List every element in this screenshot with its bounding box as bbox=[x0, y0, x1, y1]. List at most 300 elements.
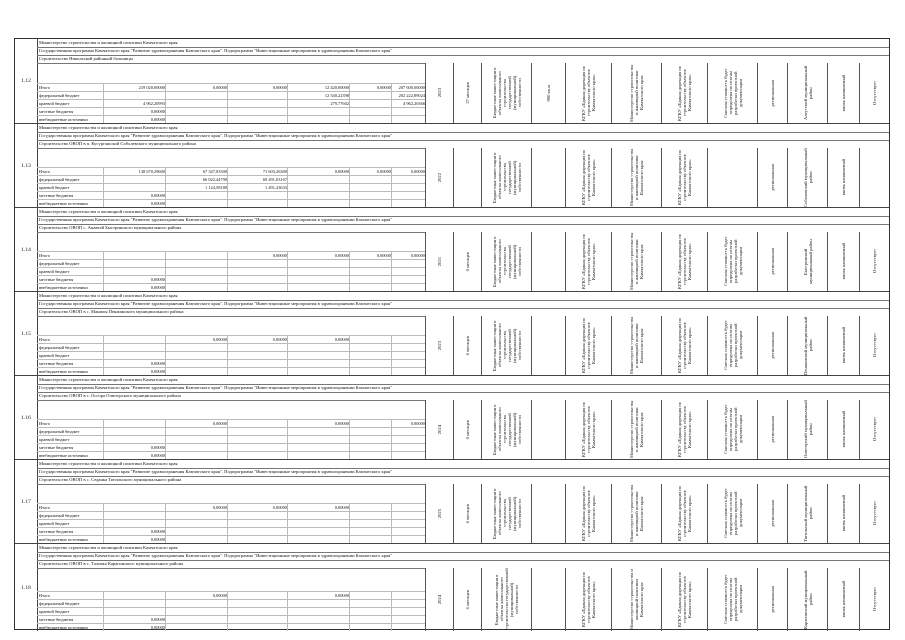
amount-cell: 67 347,03300 bbox=[202, 169, 227, 174]
financing-row bbox=[37, 359, 425, 367]
ministry-line: Министерство строительства и жилищной политики Камчатского края bbox=[37, 208, 889, 217]
program-line: Государственная программа Камчатского края "Развитие здравоохранения Камчатского края". Подпрограмма "Инвестиционные мероприятия в здравоохранении Камчатского края" bbox=[37, 132, 889, 141]
level-cell bbox=[827, 484, 859, 543]
gov-cell bbox=[611, 232, 661, 291]
period-cell bbox=[453, 484, 481, 543]
dev-cell bbox=[661, 400, 707, 459]
financing-row bbox=[37, 451, 425, 459]
cost-cell bbox=[707, 484, 757, 543]
type-cell bbox=[481, 148, 531, 207]
type-cell bbox=[481, 63, 531, 123]
gov-text: Министерство строительства и жилищной политики Камчатского края bbox=[629, 316, 644, 375]
period-cell bbox=[453, 148, 481, 207]
column-divider bbox=[287, 503, 288, 543]
status-text: региональная bbox=[770, 248, 775, 275]
program-line: Государственная программа Камчатского края "Развитие здравоохранения Камчатского края". Подпрограмма "Инвестиционные мероприятия в здравоохранении Камчатского края" bbox=[37, 300, 889, 309]
cost-cell bbox=[707, 316, 757, 375]
gov-cell bbox=[611, 484, 661, 543]
financing-block bbox=[37, 503, 425, 543]
gov-cell bbox=[611, 400, 661, 459]
period-text: 6 месяцев bbox=[465, 419, 470, 440]
customer-cell bbox=[565, 316, 611, 375]
customer-text: КГКУ «Единая дирекция по строительству объектов Камчатского края» bbox=[581, 65, 596, 121]
status-cell bbox=[757, 484, 787, 543]
gov-cell bbox=[611, 316, 661, 375]
financing-row bbox=[37, 91, 425, 99]
row-number: 1.12 bbox=[15, 39, 38, 123]
financing-row bbox=[37, 591, 425, 599]
financing-row bbox=[37, 115, 425, 123]
object-line: Строительство ОВОП в с. Таловка Карагинского муниципального района bbox=[37, 560, 425, 569]
ministry-line: Министерство строительства и жилищной политики Камчатского края bbox=[37, 124, 889, 133]
funding-source-label: федеральный бюджет bbox=[39, 261, 80, 266]
financing-block bbox=[37, 83, 425, 123]
amount-cell: 66 022,44790 bbox=[202, 177, 227, 182]
column-divider bbox=[349, 335, 350, 375]
customer-cell bbox=[565, 400, 611, 459]
customer-cell bbox=[565, 232, 611, 291]
amount-cell: 0,00000 bbox=[150, 285, 165, 290]
period-cell bbox=[453, 568, 481, 631]
funding-source-label: местные бюджеты bbox=[39, 277, 74, 282]
location-text: Олюторский муниципальный район bbox=[802, 400, 813, 459]
funding-source-label: краевой бюджет bbox=[39, 521, 70, 526]
location-cell bbox=[787, 568, 827, 631]
location-text: Тигильский муниципальный район bbox=[802, 485, 813, 542]
cost-cell bbox=[707, 148, 757, 207]
column-divider bbox=[103, 419, 104, 459]
amount-cell: 0,00000 bbox=[150, 453, 165, 458]
object-line: Строительство Никольской районной больницы bbox=[37, 55, 425, 64]
funding-source-label: внебюджетные источники bbox=[39, 537, 88, 542]
year-text: 2021 bbox=[437, 256, 442, 267]
financing-row bbox=[37, 83, 425, 91]
column-divider bbox=[391, 503, 392, 543]
amount-cell: 1 491,23633 bbox=[265, 185, 287, 190]
capacity-cell bbox=[531, 400, 565, 459]
funding-source-label: Итого bbox=[39, 337, 51, 342]
funding-source-label: краевой бюджет bbox=[39, 353, 70, 358]
cost-text: Сметная стоимость будет определена по итогам разработки проектной документации bbox=[722, 236, 743, 287]
amount-cell: 0,00000 bbox=[334, 337, 349, 342]
status-text: региональная bbox=[770, 332, 775, 359]
financing-row bbox=[37, 503, 425, 511]
amount-cell: 0,00000 bbox=[150, 361, 165, 366]
type-text: Бюджетные инвестиции в объекты капитального строительства государственной (муниципальной) собственности bbox=[491, 404, 522, 455]
column-divider bbox=[391, 251, 392, 291]
dev-text: КГКУ «Единая дирекция по строительству объектов Камчатского края» bbox=[677, 571, 692, 628]
amount-cell: 0,00000 bbox=[376, 169, 391, 174]
amount-cell: 0,00000 bbox=[334, 169, 349, 174]
amount-cell: 0,00000 bbox=[150, 109, 165, 114]
amount-cell: 0,00000 bbox=[150, 117, 165, 122]
status-text: региональная bbox=[770, 586, 775, 613]
financing-row bbox=[37, 335, 425, 343]
column-divider bbox=[391, 335, 392, 375]
financing-row bbox=[37, 199, 425, 207]
row-number: 1.13 bbox=[15, 124, 38, 207]
funding-source-label: федеральный бюджет bbox=[39, 93, 80, 98]
capacity-cell bbox=[531, 568, 565, 631]
cost-text: Сметная стоимость будет определена по итогам разработки проектной документации bbox=[722, 68, 743, 118]
amount-cell: 0,00000 bbox=[272, 85, 287, 90]
ministry-line: Министерство строительства и жилищной политики Камчатского края bbox=[37, 460, 889, 469]
row-number: 1.17 bbox=[15, 460, 38, 543]
gov-text: Министерство строительства и жилищной политики Камчатского края bbox=[629, 64, 644, 122]
gov-cell bbox=[611, 63, 661, 123]
funding-source-label: внебюджетные источники bbox=[39, 117, 88, 122]
object-line: Строительство ОВОП в с. Манилы Пенжинского муниципального района bbox=[37, 308, 425, 317]
column-divider bbox=[349, 167, 350, 207]
type-text: Бюджетные инвестиции в объекты капитального строительства государственной (муниципальной) собственности bbox=[491, 67, 522, 119]
table-row bbox=[15, 375, 889, 459]
type-cell bbox=[481, 316, 531, 375]
funding-source-label: федеральный бюджет bbox=[39, 345, 80, 350]
financing-block bbox=[37, 335, 425, 375]
type-text: Бюджетные инвестиции в объекты капитального строительства государственной (муниципальной) собственности bbox=[491, 488, 522, 539]
financing-row bbox=[37, 251, 425, 259]
column-divider bbox=[287, 167, 288, 207]
amount-cell: 202 222,89024 bbox=[398, 93, 425, 98]
level-text: вновь начинаемый bbox=[841, 159, 846, 196]
funding-source-label: местные бюджеты bbox=[39, 445, 74, 450]
funding-source-label: внебюджетные источники bbox=[39, 625, 88, 630]
financing-row bbox=[37, 167, 425, 175]
amount-cell: 0,00000 bbox=[272, 253, 287, 258]
object-line: Строительство ОВОП в п. Кусургашской Соболевского муниципального района bbox=[37, 140, 425, 149]
column-divider bbox=[103, 503, 104, 543]
column-divider bbox=[287, 83, 288, 123]
dev-text: КГКУ «Единая дирекция по строительству объектов Камчатского края» bbox=[677, 149, 692, 206]
amount-cell: 0,00000 bbox=[212, 421, 227, 426]
year-cell bbox=[425, 232, 453, 291]
status-cell bbox=[757, 148, 787, 207]
financing-block bbox=[37, 167, 425, 207]
cost-text: Сметная стоимость будет определена по итогам разработки проектной документации bbox=[722, 574, 743, 625]
level-cell bbox=[827, 400, 859, 459]
column-divider bbox=[227, 419, 228, 459]
funding-source-label: федеральный бюджет bbox=[39, 177, 80, 182]
funding-source-label: краевой бюджет bbox=[39, 437, 70, 442]
funding-source-label: местные бюджеты bbox=[39, 193, 74, 198]
status-text: региональная bbox=[770, 500, 775, 527]
amount-cell: 0,00000 bbox=[212, 85, 227, 90]
amount-cell: 0,00000 bbox=[150, 529, 165, 534]
program-line: Государственная программа Камчатского края "Развитие здравоохранения Камчатского края". Подпрограмма "Инвестиционные мероприятия в здравоохранении Камчатского края" bbox=[37, 47, 889, 56]
amount-cell: 0,00000 bbox=[150, 445, 165, 450]
type-cell bbox=[481, 484, 531, 543]
financing-row bbox=[37, 259, 425, 267]
level-text: вновь начинаемый bbox=[841, 495, 846, 532]
funding-source-label: краевой бюджет bbox=[39, 101, 70, 106]
column-divider bbox=[103, 591, 104, 631]
note-text: Отсутствует bbox=[872, 80, 877, 106]
column-divider bbox=[103, 251, 104, 291]
dev-text: КГКУ «Единая дирекция по строительству объектов Камчатского края» bbox=[677, 65, 692, 121]
program-line: Государственная программа Камчатского края "Развитие здравоохранения Камчатского края". Подпрограмма "Инвестиционные мероприятия в здравоохранении Камчатского края" bbox=[37, 552, 889, 561]
column-divider bbox=[349, 251, 350, 291]
gov-cell bbox=[611, 148, 661, 207]
capacity-text: 900 кв.м bbox=[546, 84, 551, 102]
status-cell bbox=[757, 232, 787, 291]
year-cell bbox=[425, 484, 453, 543]
note-cell bbox=[859, 568, 889, 631]
type-cell bbox=[481, 568, 531, 631]
cost-text: Сметная стоимость будет определена по итогам разработки проектной документации bbox=[722, 488, 743, 539]
type-text: Бюджетные инвестиции в объекты капитального строительства государственной (муниципальной) собственности bbox=[491, 320, 522, 371]
amount-cell: 0,00000 bbox=[334, 421, 349, 426]
amount-cell: 4 962,20993 bbox=[143, 101, 165, 106]
note-cell bbox=[859, 232, 889, 291]
customer-text: КГКУ «Единая дирекция по строительству объектов Камчатского края» bbox=[581, 233, 596, 290]
status-text: региональная bbox=[770, 164, 775, 191]
customer-text: КГКУ «Единая дирекция по строительству объектов Камчатского края» bbox=[581, 401, 596, 458]
amount-cell: 0,00000 bbox=[410, 253, 425, 258]
financing-row bbox=[37, 367, 425, 375]
table-row bbox=[15, 39, 889, 123]
note-text: Отсутствует bbox=[872, 417, 877, 442]
column-divider bbox=[227, 335, 228, 375]
customer-text: КГКУ «Единая дирекция по строительству объектов Камчатского края» bbox=[581, 485, 596, 542]
level-text: вновь начинаемый bbox=[841, 74, 846, 112]
financing-row bbox=[37, 351, 425, 359]
object-line: Строительство ОВОП с. Анавгай Быстринского муниципального района bbox=[37, 224, 425, 233]
period-text: 27 месяцев bbox=[465, 82, 470, 104]
status-cell bbox=[757, 400, 787, 459]
funding-source-label: федеральный бюджет bbox=[39, 601, 80, 606]
financing-row bbox=[37, 427, 425, 435]
column-divider bbox=[103, 83, 104, 123]
funding-source-label: внебюджетные источники bbox=[39, 201, 88, 206]
note-cell bbox=[859, 316, 889, 375]
note-cell bbox=[859, 63, 889, 123]
program-line: Государственная программа Камчатского края "Развитие здравоохранения Камчатского края". Подпрограмма "Инвестиционные мероприятия в здравоохранении Камчатского края" bbox=[37, 216, 889, 225]
amount-cell: 0,00000 bbox=[150, 537, 165, 542]
location-text: Соболевский муниципальный район bbox=[802, 148, 813, 207]
financing-row bbox=[37, 419, 425, 427]
status-cell bbox=[757, 63, 787, 123]
financing-row bbox=[37, 435, 425, 443]
amount-cell: 0,00000 bbox=[334, 593, 349, 598]
row-number: 1.18 bbox=[15, 544, 38, 631]
level-text: вновь начинаемый bbox=[841, 327, 846, 364]
dev-cell bbox=[661, 148, 707, 207]
period-text: 6 месяцев bbox=[465, 503, 470, 524]
dev-text: КГКУ «Единая дирекция по строительству объектов Камчатского края» bbox=[677, 233, 692, 290]
location-text: Быстринский муниципальный район bbox=[802, 239, 813, 284]
type-text: Бюджетные инвестиции в объекты капитального строительства государственной (муниципальной) собственности bbox=[494, 568, 519, 631]
ministry-line: Министерство строительства и жилищной политики Камчатского края bbox=[37, 39, 889, 48]
amount-cell: 0,00000 bbox=[376, 85, 391, 90]
column-divider bbox=[349, 503, 350, 543]
capacity-cell bbox=[531, 484, 565, 543]
table-row bbox=[15, 543, 889, 631]
financing-row bbox=[37, 535, 425, 543]
financing-row bbox=[37, 443, 425, 451]
column-divider bbox=[227, 167, 228, 207]
funding-source-label: краевой бюджет bbox=[39, 609, 70, 614]
amount-cell: 71 603,26300 bbox=[262, 169, 287, 174]
amount-cell: 1 124,58180 bbox=[205, 185, 227, 190]
amount-cell: 0,00000 bbox=[334, 505, 349, 510]
ministry-line: Министерство строительства и жилищной политики Камчатского края bbox=[37, 292, 889, 301]
column-divider bbox=[391, 419, 392, 459]
financing-row bbox=[37, 623, 425, 631]
dev-text: КГКУ «Единая дирекция по строительству объектов Камчатского края» bbox=[677, 401, 692, 458]
note-text: Отсутствует bbox=[872, 501, 877, 526]
location-text: Карагинский муниципальный район bbox=[802, 570, 813, 629]
dev-cell bbox=[661, 484, 707, 543]
year-cell bbox=[425, 148, 453, 207]
column-divider bbox=[165, 419, 166, 459]
column-divider bbox=[227, 83, 228, 123]
object-line: Строительство ОВОП в с. Оссора Олюторского муниципального района bbox=[37, 392, 425, 401]
column-divider bbox=[349, 419, 350, 459]
amount-cell: 69 491,03167 bbox=[262, 177, 287, 182]
amount-cell: 12 540,22398 bbox=[324, 93, 349, 98]
financing-row bbox=[37, 527, 425, 535]
amount-cell: 0,00000 bbox=[376, 253, 391, 258]
amount-cell: 0,00000 bbox=[150, 277, 165, 282]
dev-cell bbox=[661, 232, 707, 291]
dev-text: КГКУ «Единая дирекция по строительству объектов Камчатского края» bbox=[677, 317, 692, 374]
customer-cell bbox=[565, 568, 611, 631]
financing-row bbox=[37, 511, 425, 519]
column-divider bbox=[165, 251, 166, 291]
year-text: 2023 bbox=[437, 340, 442, 351]
column-divider bbox=[287, 419, 288, 459]
table-row bbox=[15, 207, 889, 291]
funding-source-label: Итого bbox=[39, 593, 51, 598]
column-divider bbox=[391, 167, 392, 207]
financing-row bbox=[37, 343, 425, 351]
amount-cell: 0,00000 bbox=[150, 193, 165, 198]
funding-source-label: Итого bbox=[39, 421, 51, 426]
status-text: региональная bbox=[770, 79, 775, 107]
column-divider bbox=[391, 83, 392, 123]
column-divider bbox=[165, 167, 166, 207]
table-row bbox=[15, 291, 889, 375]
customer-text: КГКУ «Единая дирекция по строительству объектов Камчатского края» bbox=[581, 149, 596, 206]
financing-row bbox=[37, 275, 425, 283]
column-divider bbox=[349, 591, 350, 631]
column-divider bbox=[287, 335, 288, 375]
column-divider bbox=[287, 251, 288, 291]
status-cell bbox=[757, 568, 787, 631]
funding-source-label: Итого bbox=[39, 85, 51, 90]
level-text: вновь начинаемый bbox=[841, 411, 846, 448]
financing-row bbox=[37, 519, 425, 527]
financing-block bbox=[37, 419, 425, 459]
table-row bbox=[15, 459, 889, 543]
status-cell bbox=[757, 316, 787, 375]
location-cell bbox=[787, 63, 827, 123]
row-number: 1.15 bbox=[15, 292, 38, 375]
column-divider bbox=[227, 503, 228, 543]
customer-text: КГКУ «Единая дирекция по строительству объектов Камчатского края» bbox=[581, 571, 596, 628]
period-cell bbox=[453, 400, 481, 459]
amount-cell: 0,00000 bbox=[334, 253, 349, 258]
customer-cell bbox=[565, 148, 611, 207]
dev-cell bbox=[661, 316, 707, 375]
cost-cell bbox=[707, 63, 757, 123]
amount-cell: 0,00000 bbox=[272, 505, 287, 510]
capacity-cell bbox=[531, 316, 565, 375]
funding-source-label: Итого bbox=[39, 253, 51, 258]
level-cell bbox=[827, 568, 859, 631]
year-cell bbox=[425, 400, 453, 459]
amount-cell: 219 020,00000 bbox=[138, 85, 165, 90]
capacity-cell bbox=[531, 148, 565, 207]
period-cell bbox=[453, 63, 481, 123]
cost-cell bbox=[707, 232, 757, 291]
cost-text: Сметная стоимость будет определена по итогам разработки проектной документации bbox=[722, 320, 743, 371]
dev-cell bbox=[661, 63, 707, 123]
column-divider bbox=[165, 335, 166, 375]
financing-row bbox=[37, 107, 425, 115]
amount-cell: 0,00000 bbox=[212, 593, 227, 598]
column-divider bbox=[165, 591, 166, 631]
amount-cell: 12 420,00000 bbox=[324, 85, 349, 90]
year-cell bbox=[425, 568, 453, 631]
type-cell bbox=[481, 400, 531, 459]
funding-source-label: Итого bbox=[39, 169, 51, 174]
amount-cell: 0,00000 bbox=[212, 505, 227, 510]
location-cell bbox=[787, 316, 827, 375]
year-text: 2024 bbox=[437, 424, 442, 435]
row-number: 1.14 bbox=[15, 208, 38, 291]
dev-text: КГКУ «Единая дирекция по строительству объектов Камчатского края» bbox=[677, 485, 692, 542]
location-text: Алеутский муниципальный район bbox=[802, 65, 813, 121]
customer-cell bbox=[565, 484, 611, 543]
column-divider bbox=[287, 591, 288, 631]
year-text: 2024 bbox=[437, 594, 442, 605]
funding-source-label: краевой бюджет bbox=[39, 269, 70, 274]
note-text: Отсутствует bbox=[872, 587, 877, 612]
location-cell bbox=[787, 232, 827, 291]
ministry-line: Министерство строительства и жилищной политики Камчатского края bbox=[37, 544, 889, 553]
amount-cell: 279,77602 bbox=[330, 101, 349, 106]
financing-row bbox=[37, 183, 425, 191]
amount-cell: 0,00000 bbox=[150, 625, 165, 630]
funding-source-label: федеральный бюджет bbox=[39, 429, 80, 434]
note-cell bbox=[859, 484, 889, 543]
funding-source-label: Итого bbox=[39, 505, 51, 510]
funding-source-label: краевой бюджет bbox=[39, 185, 70, 190]
financing-row bbox=[37, 99, 425, 107]
level-cell bbox=[827, 148, 859, 207]
investment-objects-table bbox=[14, 38, 890, 630]
column-divider bbox=[165, 503, 166, 543]
amount-cell: 0,00000 bbox=[410, 421, 425, 426]
level-text: вновь начинаемый bbox=[841, 243, 846, 280]
financing-row bbox=[37, 191, 425, 199]
financing-block bbox=[37, 591, 425, 631]
gov-cell bbox=[611, 568, 661, 631]
type-text: Бюджетные инвестиции в объекты капитального строительства государственной (муниципальной) собственности bbox=[491, 236, 522, 287]
financing-row bbox=[37, 599, 425, 607]
financing-row bbox=[37, 615, 425, 623]
customer-cell bbox=[565, 63, 611, 123]
ministry-line: Министерство строительства и жилищной политики Камчатского края bbox=[37, 376, 889, 385]
column-divider bbox=[349, 83, 350, 123]
amount-cell: 138 670,29600 bbox=[138, 169, 165, 174]
table-row bbox=[15, 123, 889, 207]
period-cell bbox=[453, 232, 481, 291]
funding-source-label: внебюджетные источники bbox=[39, 453, 88, 458]
capacity-cell bbox=[531, 232, 565, 291]
year-text: 2025 bbox=[437, 508, 442, 519]
